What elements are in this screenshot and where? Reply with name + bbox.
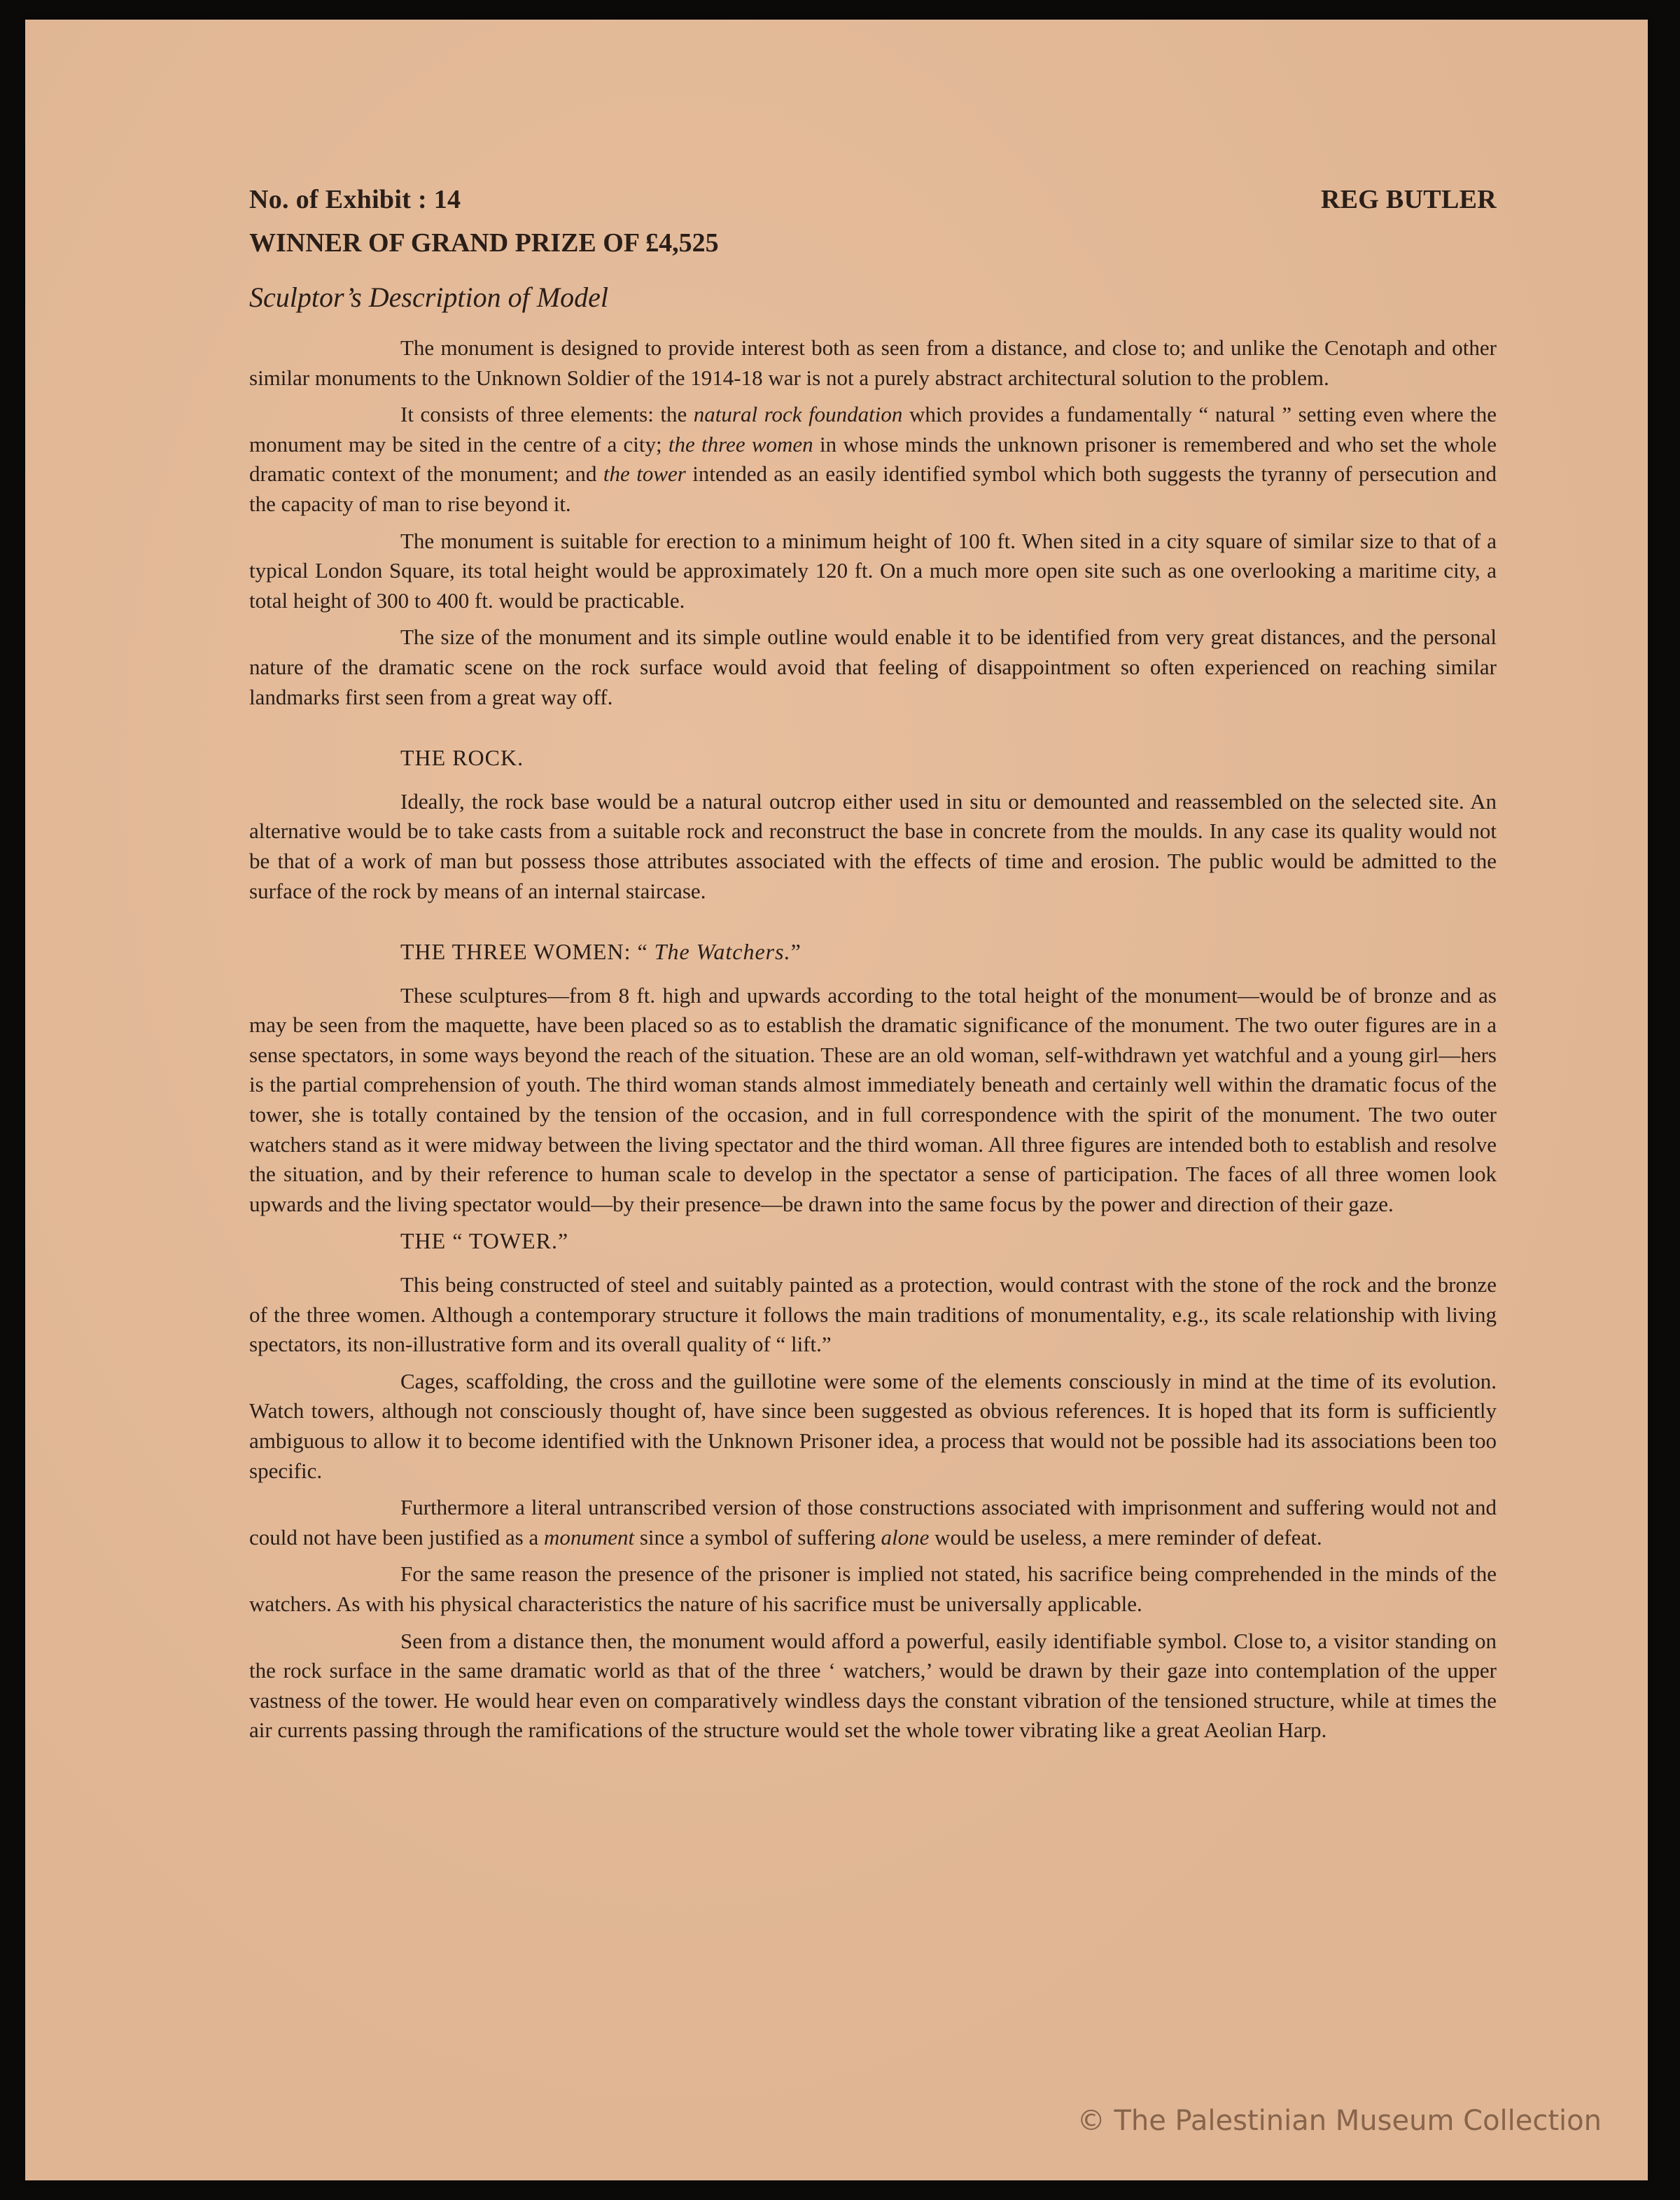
tower-paragraph-4: For the same reason the presence of the prisoner is implied not stated, his sacrifice being comprehended in the minds of the watchers. As with his physical characteristics the nature of his sacrifice must be universally applicable. (249, 1561, 1497, 1616)
tower-paragraph-1: This being constructed of steel and suitably painted as a protection, would contrast with the stone of the rock and the bronze of the three women. Although a contemporary structure it follows the main traditions of monumentality, e.g., its scale relationship with living spectators, its non-illustrative form and its overall quality of “ lift.” (249, 1272, 1497, 1357)
intro-paragraph-1: The monument is designed to provide interest both as seen from a distance, and close to; and unlike the Cenotaph and other similar monuments to the Unknown Soldier of the 1914-18 war is not a purely abstract architectural solution to the problem. (249, 335, 1497, 390)
intro-paragraph-3: The monument is suitable for erection to a minimum height of 100 ft. When sited in a city square of similar size to that of a typical London Square, its total height would be approximately 120 ft. On a much more open site such as one overlooking a maritime city, a total height of 300 to 400 ft. would be practicable. (249, 528, 1497, 613)
text-run: Furthermore a literal untranscribed version of those constructions associated with imprisonment and suffering would not and could not have been justified as a (249, 1495, 1497, 1550)
document-body (249, 185, 1497, 1753)
text-run: would be useless, a mere reminder of defeat. (929, 1524, 1322, 1550)
text-run: THE THREE WOMEN: “ (400, 939, 654, 965)
section-heading-women (400, 937, 1497, 967)
text-run: intended as an easily identified symbol which both suggests the tyranny of persecution and the capacity of man to rise beyond it. (249, 461, 1497, 516)
emphasis-three-women: the three women (668, 431, 813, 457)
artist-name: REG BUTLER (1320, 185, 1497, 214)
tower-paragraph-2: Cages, scaffolding, the cross and the guillotine were some of the elements consciously in mind at the time of its evolution. Watch towers, although not consciously thought of, have since been suggested as obvious references. It is hoped that its form is sufficiently ambiguous to allow it to become identified with the Unknown Prisoner idea, a process that would not be possible had its associations been too specific. (249, 1368, 1497, 1483)
emphasis-tower: the tower (603, 461, 686, 487)
emphasis-rock-foundation: natural rock foundation (693, 402, 903, 427)
text-run: ” (790, 939, 802, 965)
header-row (249, 185, 1497, 228)
intro-paragraph-4: The size of the monument and its simple outline would enable it to be identified from very great distances, and the personal nature of the dramatic scene on the rock surface would avoid that feeling of disappointment so often experienced on reaching similar landmarks first seen from a great way off. (249, 625, 1497, 709)
text-run: since a symbol of suffering (634, 1524, 881, 1550)
document-page (25, 20, 1648, 2180)
emphasis-alone: alone (881, 1524, 930, 1550)
tower-paragraph-3 (249, 1493, 1497, 1552)
section-heading-tower: THE “ TOWER.” (400, 1228, 569, 1254)
award-title: WINNER OF GRAND PRIZE OF £4,525 (249, 228, 719, 258)
collection-watermark: © The Palestinian Museum Collection (1077, 2105, 1602, 2137)
exhibit-number: No. of Exhibit : 14 (249, 185, 461, 214)
intro-paragraph-2 (249, 400, 1497, 519)
women-paragraph-1: These sculptures—from 8 ft. high and upwards according to the total height of the monument—would be of bronze and as may be seen from the maquette, have been placed so as to establish the dramatic significance of the monument. The two outer figures are in a sense spectators, in some ways beyond the reach of the situation. These are an old woman, self-withdrawn yet watchful and a young girl—hers is the partial comprehension of youth. The third woman stands almost immediately beneath and certainly well within the dramatic focus of the tower, she is totally contained by the tension of the occasion, and in full correspondence with the spirit of the monument. The two outer watchers stand as it were midway between the living spectator and the third woman. All three figures are intended both to establish and resolve the situation, and by their reference to human scale to develop in the spectator a sense of participation. The faces of all three women look upwards and the living spectator would—by their presence—be drawn into the same focus by the power and direction of their gaze. (249, 982, 1497, 1216)
text-run: It consists of three elements: the (400, 402, 694, 427)
description-heading: Sculptor’s Description of Model (249, 281, 608, 313)
rock-paragraph-1: Ideally, the rock base would be a natural outcrop either used in situ or demounted and reassembled on the selected site. An alternative would be to take casts from a suitable rock and reconstruct the base in concrete from the moulds. In any case its quality would not be that of a work of man but possess those attributes associated with the effects of time and erosion. The public would be admitted to the surface of the rock by means of an internal staircase. (249, 788, 1497, 903)
emphasis-watchers: The Watchers. (654, 939, 791, 965)
text-run: in whose minds the unknown prisoner is remembered and who set the whole dramatic context of the monument; and (249, 431, 1497, 487)
tower-paragraph-5: Seen from a distance then, the monument would afford a powerful, easily identifiable symbol. Close to, a visitor standing on the rock surface in the same dramatic world as that of the three ‘ watchers,’ would be drawn by their gaze into contemplation of the upper vastness of the tower. He would hear even on comparatively windless days the constant vibration of the tensioned structure, while at times the air currents passing through the ramifications of the structure would set the whole tower vibrating like a great Aeolian Harp. (249, 1628, 1497, 1743)
emphasis-monument: monument (543, 1524, 635, 1550)
text-run: which provides a fundamentally “ natural ” setting even where the monument may be sited in the centre of a city; (249, 402, 1497, 457)
section-heading-rock: THE ROCK. (400, 745, 524, 771)
